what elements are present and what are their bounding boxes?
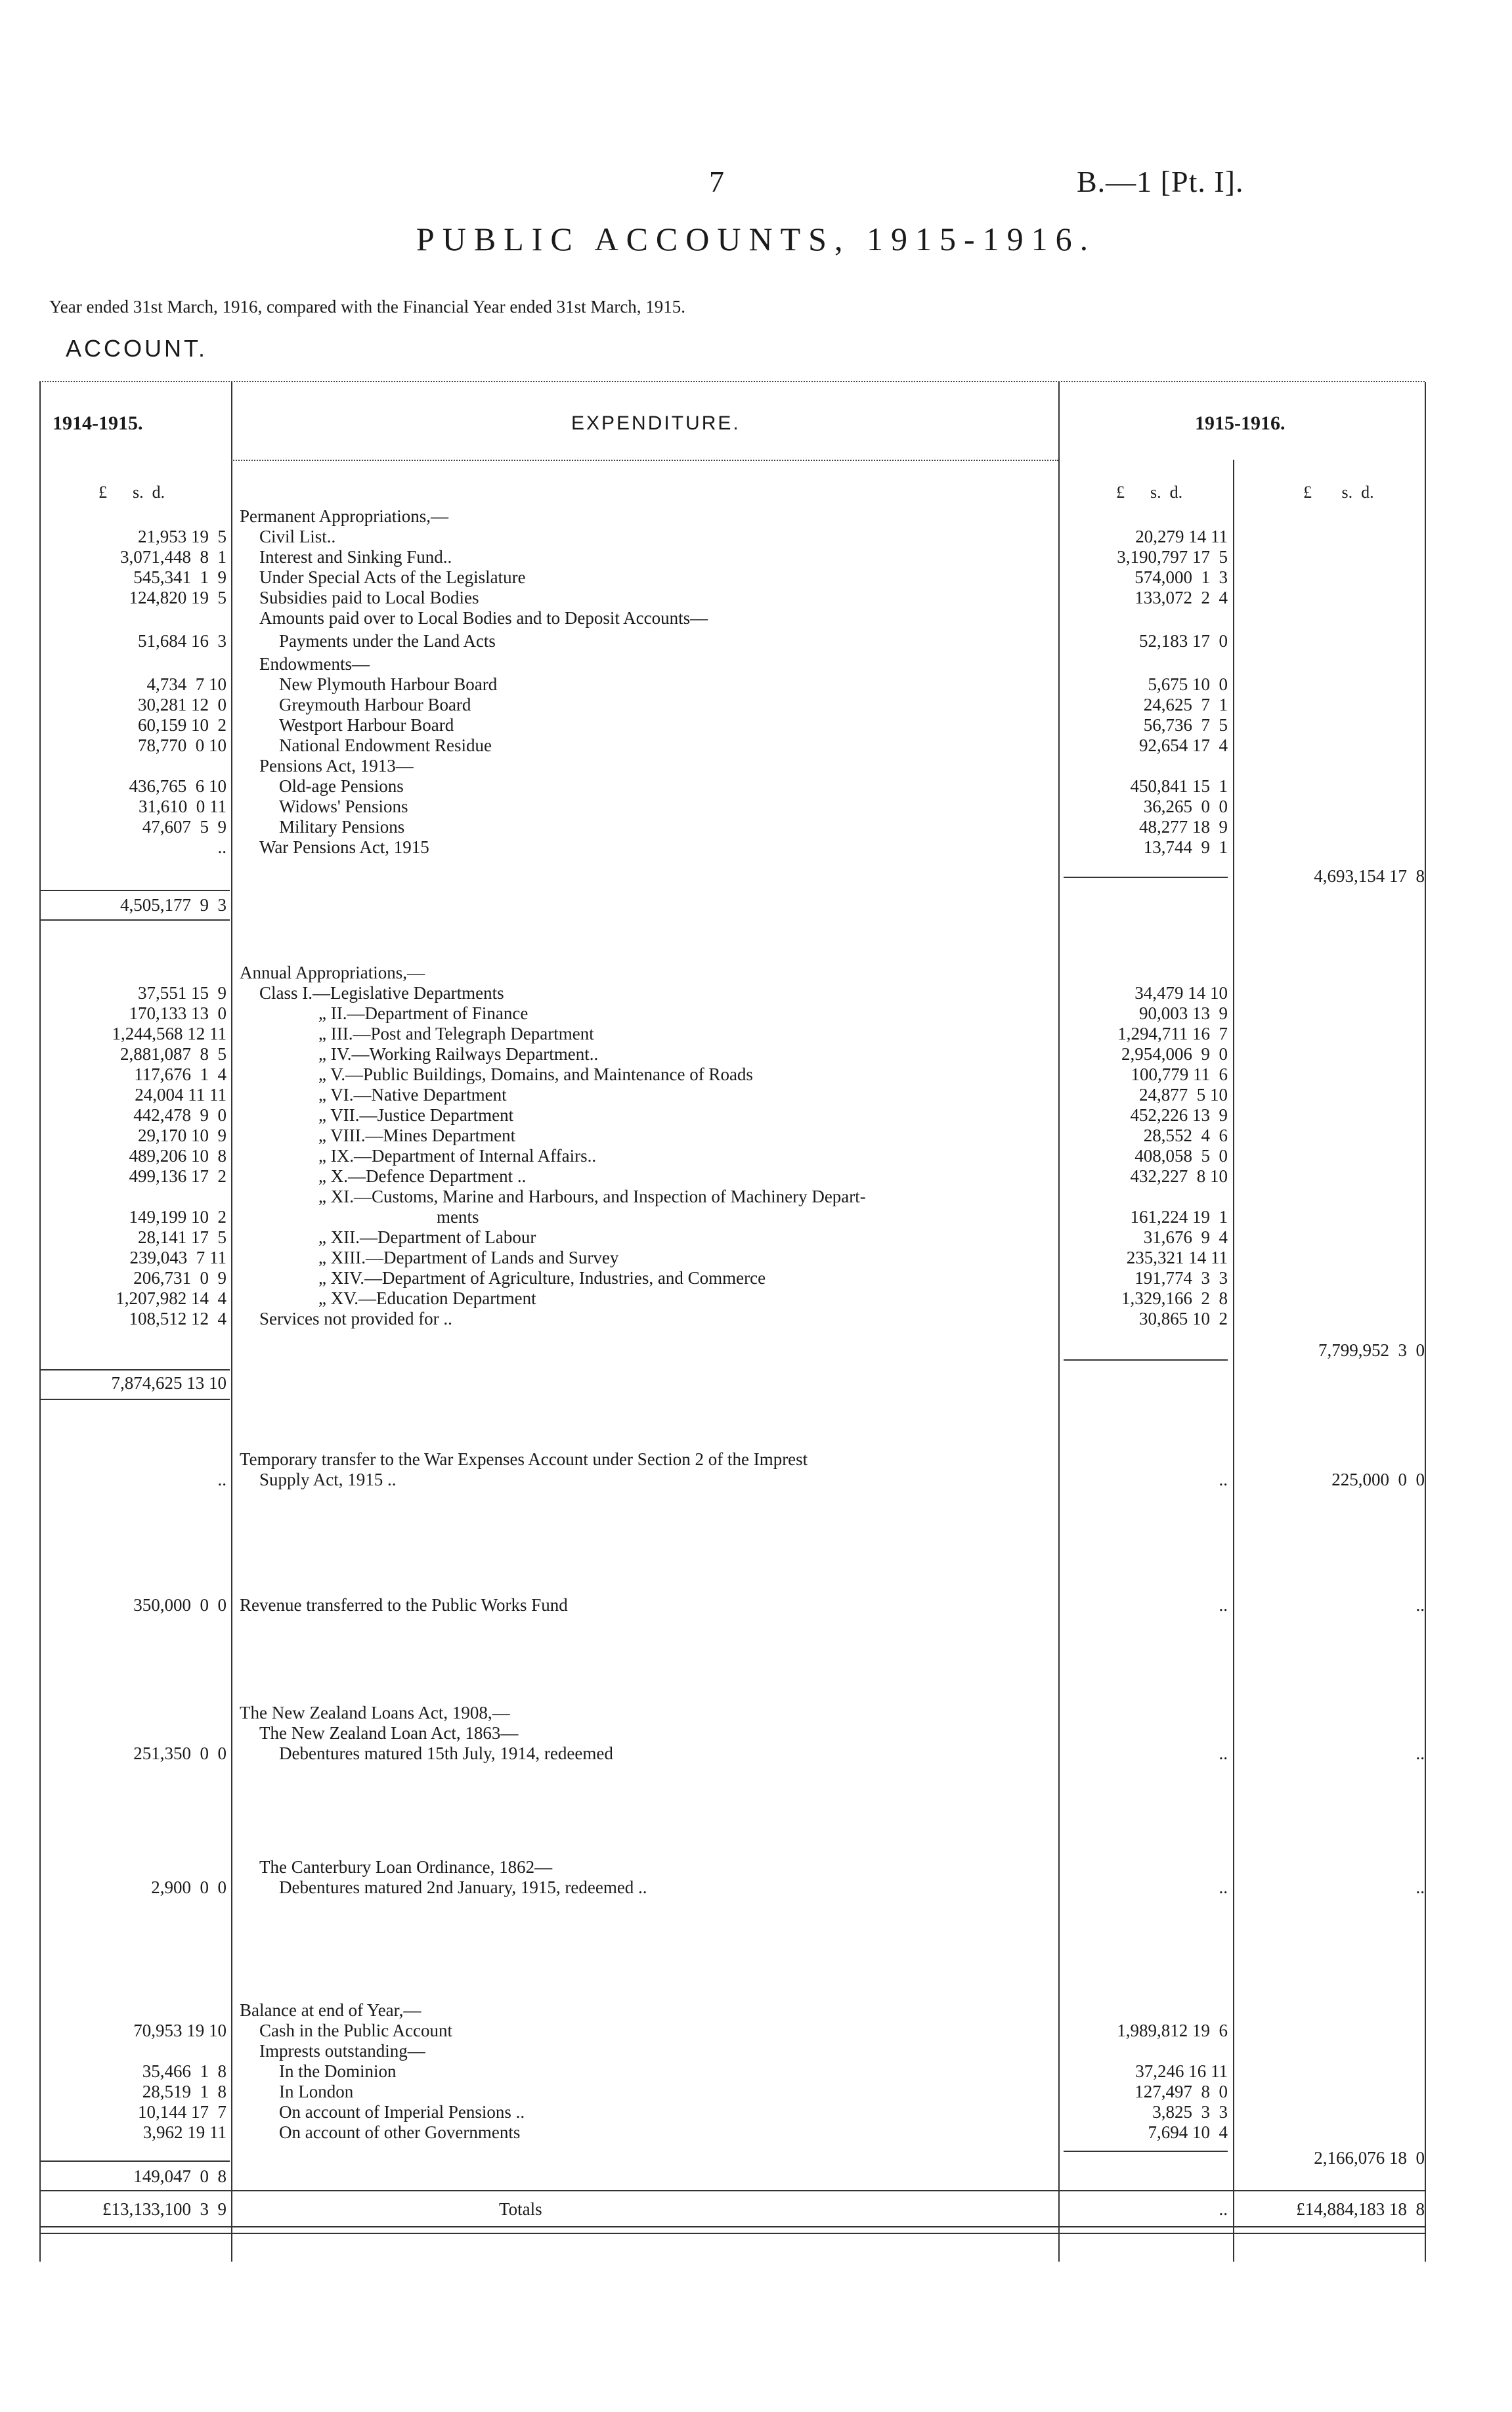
table-row: 30,281 12 0 Greymouth Harbour Board 24,625 7 1 [138,695,1228,714]
table-row: 21,953 19 5 Civil List.. 20,279 14 11 [138,527,1228,546]
table-row: 239,043 7 11 „ XIII.—Department of Lands and Survey 235,321 14 11 [129,1248,1228,1267]
section-heading: ACCOUNT. [66,335,208,362]
table-row: 35,466 1 8 In the Dominion 37,246 16 11 [142,2061,1228,2081]
document-reference: B.—1 [Pt. I]. [1077,165,1244,198]
rule-prev-annual-b [41,1399,230,1400]
table-row: 31,610 0 11 Widows' Pensions 36,265 0 0 [139,797,1228,816]
rule-prev-annual [41,1369,230,1370]
totals-row: £13,133,100 3 9 Totals .. £14,884,183 18 8 [102,2199,1425,2219]
table-row: 124,820 19 5 Subsidies paid to Local Bodies 133,072 2 4 [129,588,1228,607]
page-title: PUBLIC ACCOUNTS, 1915-1916. [416,221,1096,257]
table-top-rule [39,381,1425,382]
table-row: 436,765 6 10 Old-age Pensions 450,841 15 1 [129,776,1228,796]
table-row: Imprests outstanding— [259,2041,425,2061]
unit-tot: £ s. d. [1303,483,1374,502]
rule-prev-permanent-b [41,919,230,921]
rule-after-totals-2 [41,2233,1425,2234]
table-row: 108,512 12 4 Services not provided for .. 30,865 10 2 [129,1309,1228,1328]
table-row: 28,519 1 8 In London 127,497 8 0 [142,2082,1228,2101]
table-row: 4,693,154 17 8 [1314,866,1425,886]
table-row: 149,047 0 8 [133,2166,227,2186]
table-row: 37,551 15 9 Class I.—Legislative Departments 34,479 14 10 [138,983,1228,1003]
table-row: 1,244,568 12 11 „ III.—Post and Telegraph Department 1,294,711 16 7 [112,1024,1228,1043]
table-row: 7,799,952 3 0 [1318,1340,1425,1360]
table-row: 251,350 0 0 Debentures matured 15th July, 1914, redeemed .. .. [133,1743,1425,1763]
header-expenditure: EXPENDITURE. [571,412,741,434]
table-row: Amounts paid over to Local Bodies and to Deposit Accounts— [259,608,708,628]
table-row: Permanent Appropriations,— [240,506,448,526]
table-row: 545,341 1 9 Under Special Acts of the Legislature 574,000 1 3 [133,567,1228,587]
table-row: Annual Appropriations,— [240,963,425,982]
table-row: The New Zealand Loans Act, 1908,— [240,1703,510,1722]
table-row: Pensions Act, 1913— [259,756,414,776]
rule-before-totals [41,2190,1425,2191]
page-number: 7 [709,165,724,198]
table-row: 499,136 17 2 „ X.—Defence Department .. 432,227 8 10 [129,1166,1228,1186]
table-row: The New Zealand Loan Act, 1863— [259,1723,519,1743]
table-row: 29,170 10 9 „ VIII.—Mines Department 28,552 4 6 [138,1126,1228,1145]
table-row: 78,770 0 10 National Endowment Residue 92,654 17 4 [138,735,1228,755]
totals-label: Totals [499,2199,542,2219]
table-row: 170,133 13 0 „ II.—Department of Finance 90,003 13 9 [129,1003,1228,1023]
table-row: 51,684 16 3 Payments under the Land Acts 52,183 17 0 [138,631,1228,651]
table-row: 60,159 10 2 Westport Harbour Board 56,736 7 5 [138,715,1228,735]
table-row: 10,144 17 7 On account of Imperial Pensions .. 3,825 3 3 [138,2102,1228,2122]
header-rule [231,460,1058,461]
table-row: .. War Pensions Act, 1915 13,744 9 1 [217,837,1228,857]
table-row: The Canterbury Loan Ordinance, 1862— [259,1857,553,1877]
table-row: 70,953 19 10 Cash in the Public Account 1,989,812 19 6 [133,2021,1228,2040]
table-row: Endowments— [259,654,370,674]
unit-sub: £ s. d. [1116,483,1183,502]
table-row: 24,004 11 11 „ VI.—Native Department 24,877 5 10 [135,1085,1228,1105]
table-row: .. Supply Act, 1915 .. .. 225,000 0 0 [217,1470,1425,1489]
table-row: 3,962 19 11 On account of other Governments 7,694 10 4 [142,2122,1228,2142]
table-row: 149,199 10 2 ments 161,224 19 1 [129,1207,1228,1227]
table-row: 117,676 1 4 „ V.—Public Buildings, Domains, and Maintenance of Roads 100,779 11 6 [134,1064,1228,1084]
table-row: „ XI.—Customs, Marine and Harbours, and Inspection of Machinery Depart- [318,1187,866,1206]
header-curr-year: 1915-1916. [1195,412,1285,434]
rule-after-totals-1 [41,2226,1425,2227]
page-subtitle: Year ended 31st March, 1916, compared with the Financial Year ended 31st March, 1915. [49,297,686,317]
table-row: 47,607 5 9 Military Pensions 48,277 18 9 [142,817,1228,837]
table-row: 4,734 7 10 New Plymouth Harbour Board 5,675 10 0 [146,674,1228,694]
table-row: 350,000 0 0 Revenue transferred to the Public Works Fund .. .. [133,1595,1425,1615]
unit-prev: £ s. d. [98,483,165,502]
table-row: 4,505,177 9 3 [120,895,227,915]
table-row: 7,874,625 13 10 [111,1373,227,1393]
table-row: 2,900 0 0 Debentures matured 2nd January, 1915, redeemed .. .. .. [151,1877,1425,1897]
table-row: 442,478 9 0 „ VII.—Justice Department 452,226 13 9 [133,1105,1228,1125]
header-prev-year: 1914-1915. [53,412,143,434]
table-row: 2,166,076 18 0 [1314,2148,1425,2168]
table-row: 2,881,087 8 5 „ IV.—Working Railways Department.. 2,954,006 9 0 [120,1044,1228,1064]
rule-prev-permanent [41,890,230,891]
table-row: Temporary transfer to the War Expenses Account under Section 2 of the Imprest [240,1449,808,1469]
table-row: Balance at end of Year,— [240,2000,421,2020]
table-row: 28,141 17 5 „ XII.—Department of Labour 31,676 9 4 [138,1227,1228,1247]
table-row: 489,206 10 8 „ IX.—Department of Internal Affairs.. 408,058 5 0 [129,1146,1228,1166]
table-row: 206,731 0 9 „ XIV.—Department of Agriculture, Industries, and Commerce 191,774 3 3 [133,1268,1228,1288]
table-row: 1,207,982 14 4 „ XV.—Education Department 1,329,166 2 8 [116,1288,1228,1308]
table-row: 3,071,448 8 1 Interest and Sinking Fund.. 3,190,797 17 5 [120,547,1228,567]
